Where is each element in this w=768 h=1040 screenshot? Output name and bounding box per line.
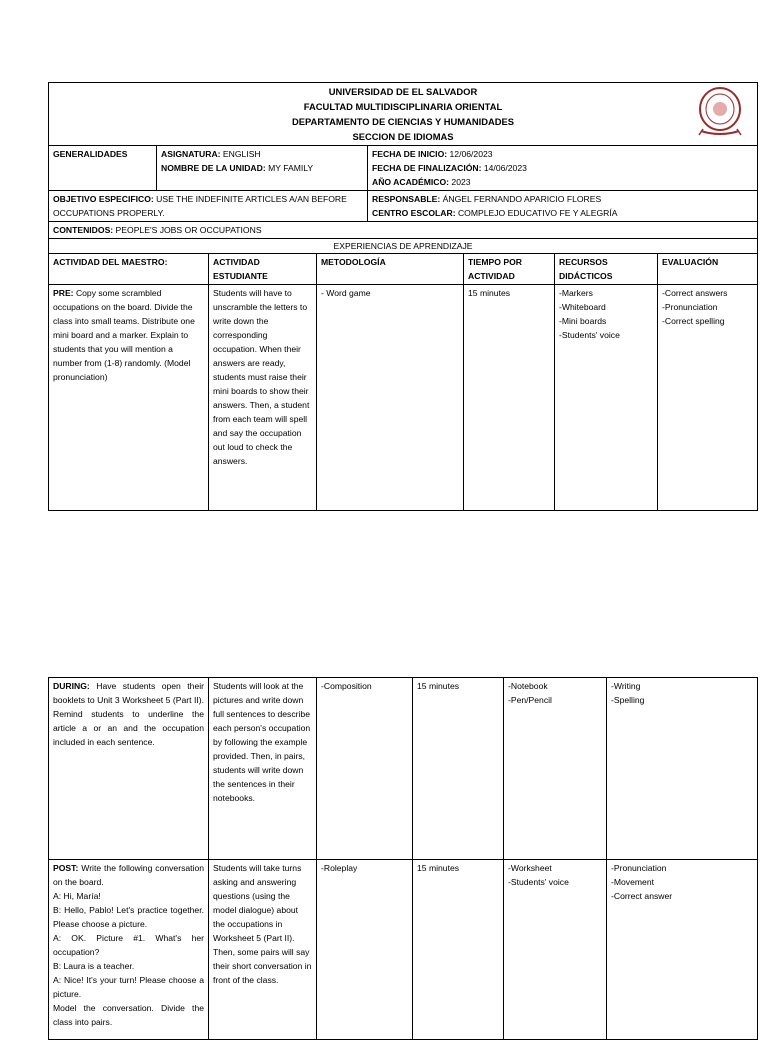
during-student-cell: Students will look at the pictures and write down full sentences to describe each person's occupation by following the example provided. Then, in pairs, students will write down the sentences in their notebooks. bbox=[209, 678, 317, 860]
col-header-method: METODOLOGÍA bbox=[317, 254, 464, 285]
university-seal-icon bbox=[693, 85, 747, 139]
unidad-value: MY FAMILY bbox=[268, 163, 314, 173]
header-line-2: FACULTAD MULTIDISCIPLINARIA ORIENTAL bbox=[303, 101, 503, 112]
inicio-value: 12/06/2023 bbox=[449, 149, 493, 159]
during-label: DURING: bbox=[53, 681, 90, 691]
inicio-label: FECHA DE INICIO: bbox=[372, 149, 448, 159]
col-header-resources: RECURSOS DIDÁCTICOS bbox=[555, 254, 658, 285]
contenidos-label: CONTENIDOS: bbox=[53, 225, 114, 235]
post-teacher-cell bbox=[49, 860, 209, 1040]
generalidades-label: GENERALIDADES bbox=[49, 146, 157, 191]
fin-label: FECHA DE FINALIZACIÓN: bbox=[372, 163, 482, 173]
objetivo-cell bbox=[49, 191, 368, 222]
contenidos-value: PEOPLE'S JOBS OR OCCUPATIONS bbox=[115, 225, 262, 235]
post-resources-cell: -Worksheet -Students' voice bbox=[504, 860, 607, 1040]
contenidos-cell bbox=[49, 222, 758, 239]
post-time-cell: 15 minutes bbox=[413, 860, 504, 1040]
unidad-label: NOMBRE DE LA UNIDAD: bbox=[161, 163, 266, 173]
anio-value: 2023 bbox=[451, 177, 471, 187]
responsable-label: RESPONSABLE: bbox=[372, 194, 441, 204]
asignatura-value: ENGLISH bbox=[222, 149, 261, 159]
pre-method-cell: - Word game bbox=[317, 285, 464, 511]
pre-teacher-text: Copy some scrambled occupations on the board. Divide the class into small teams. Distribute one mini board and a marker. Explain to students that you will mention a number from (1-8) randomly. (Model pronunciation) bbox=[53, 288, 195, 382]
responsable-cell bbox=[368, 191, 758, 222]
objetivo-label: OBJETIVO ESPECIFICO: bbox=[53, 194, 154, 204]
header-line-1: UNIVERSIDAD DE EL SALVADOR bbox=[328, 86, 478, 97]
pre-evaluation-cell: -Correct answers -Pronunciation -Correct spelling bbox=[658, 285, 758, 511]
header-line-4: SECCION DE IDIOMAS bbox=[352, 131, 454, 142]
col-header-student: ACTIVIDAD ESTUDIANTE bbox=[209, 254, 317, 285]
during-resources-cell: -Notebook -Pen/Pencil bbox=[504, 678, 607, 860]
anio-label: AÑO ACADÉMICO: bbox=[372, 177, 450, 187]
lesson-plan-header-table bbox=[48, 82, 758, 511]
post-label: POST: bbox=[53, 863, 79, 873]
responsable-value: ÁNGEL FERNANDO APARICIO FLORES bbox=[442, 194, 602, 204]
experiencias-title: EXPERIENCIAS DE APRENDIZAJE bbox=[49, 239, 758, 254]
fin-value: 14/06/2023 bbox=[483, 163, 527, 173]
col-header-teacher: ACTIVIDAD DEL MAESTRO: bbox=[49, 254, 209, 285]
during-teacher-cell bbox=[49, 678, 209, 860]
pre-resources-cell: -Markers -Whiteboard -Mini boards -Students' voice bbox=[555, 285, 658, 511]
post-method-cell: -Roleplay bbox=[317, 860, 413, 1040]
during-teacher-text: Have students open their booklets to Unit 3 Worksheet 5 (Part II). Remind students to underline the article a or an and the occupation included in each sentence. bbox=[53, 681, 205, 747]
objetivo-value: USE THE INDEFINITE ARTICLES A/AN BEFORE OCCUPATIONS PROPERLY. bbox=[53, 194, 347, 218]
col-header-evaluation: EVALUACIÓN bbox=[658, 254, 758, 285]
centro-label: CENTRO ESCOLAR: bbox=[372, 208, 456, 218]
during-method-cell: -Composition bbox=[317, 678, 413, 860]
subject-unit-cell bbox=[157, 146, 368, 191]
dates-cell bbox=[368, 146, 758, 191]
post-evaluation-cell: -Pronunciation -Movement -Correct answer bbox=[607, 860, 758, 1040]
header-line-3: DEPARTAMENTO DE CIENCIAS Y HUMANIDADES bbox=[291, 116, 515, 127]
post-student-cell: Students will take turns asking and answering questions (using the model dialogue) about the occupations in Worksheet 5 (Part II). Then, some pairs will say their short conversation in front of the class. bbox=[209, 860, 317, 1040]
centro-value: COMPLEJO EDUCATIVO FE Y ALEGRÍA bbox=[457, 208, 618, 218]
lesson-plan-activities-table bbox=[48, 677, 758, 1040]
institution-header bbox=[49, 83, 758, 146]
col-header-time: TIEMPO POR ACTIVIDAD bbox=[464, 254, 555, 285]
during-time-cell: 15 minutes bbox=[413, 678, 504, 860]
asignatura-label: ASIGNATURA: bbox=[161, 149, 221, 159]
post-teacher-text: Write the following conversation on the board. A: Hi, María! B: Hello, Pablo! Let's practice together. Please choose a picture. A: OK. Picture #1. What's her occupation? B: Laura is a teacher. A: Nice! It's your turn! Please choose a picture. Model the conversation. Divide the class into pairs. bbox=[53, 863, 204, 1027]
during-evaluation-cell: -Writing -Spelling bbox=[607, 678, 758, 860]
pre-label: PRE: bbox=[53, 288, 74, 298]
pre-time-cell: 15 minutes bbox=[464, 285, 555, 511]
pre-teacher-cell bbox=[49, 285, 209, 511]
pre-student-cell: Students will have to unscramble the letters to write down the corresponding occupation. When their answers are ready, students must raise their mini boards to show their answers. Then, a student from each team will spell and say the occupation out loud to check the answers. bbox=[209, 285, 317, 511]
